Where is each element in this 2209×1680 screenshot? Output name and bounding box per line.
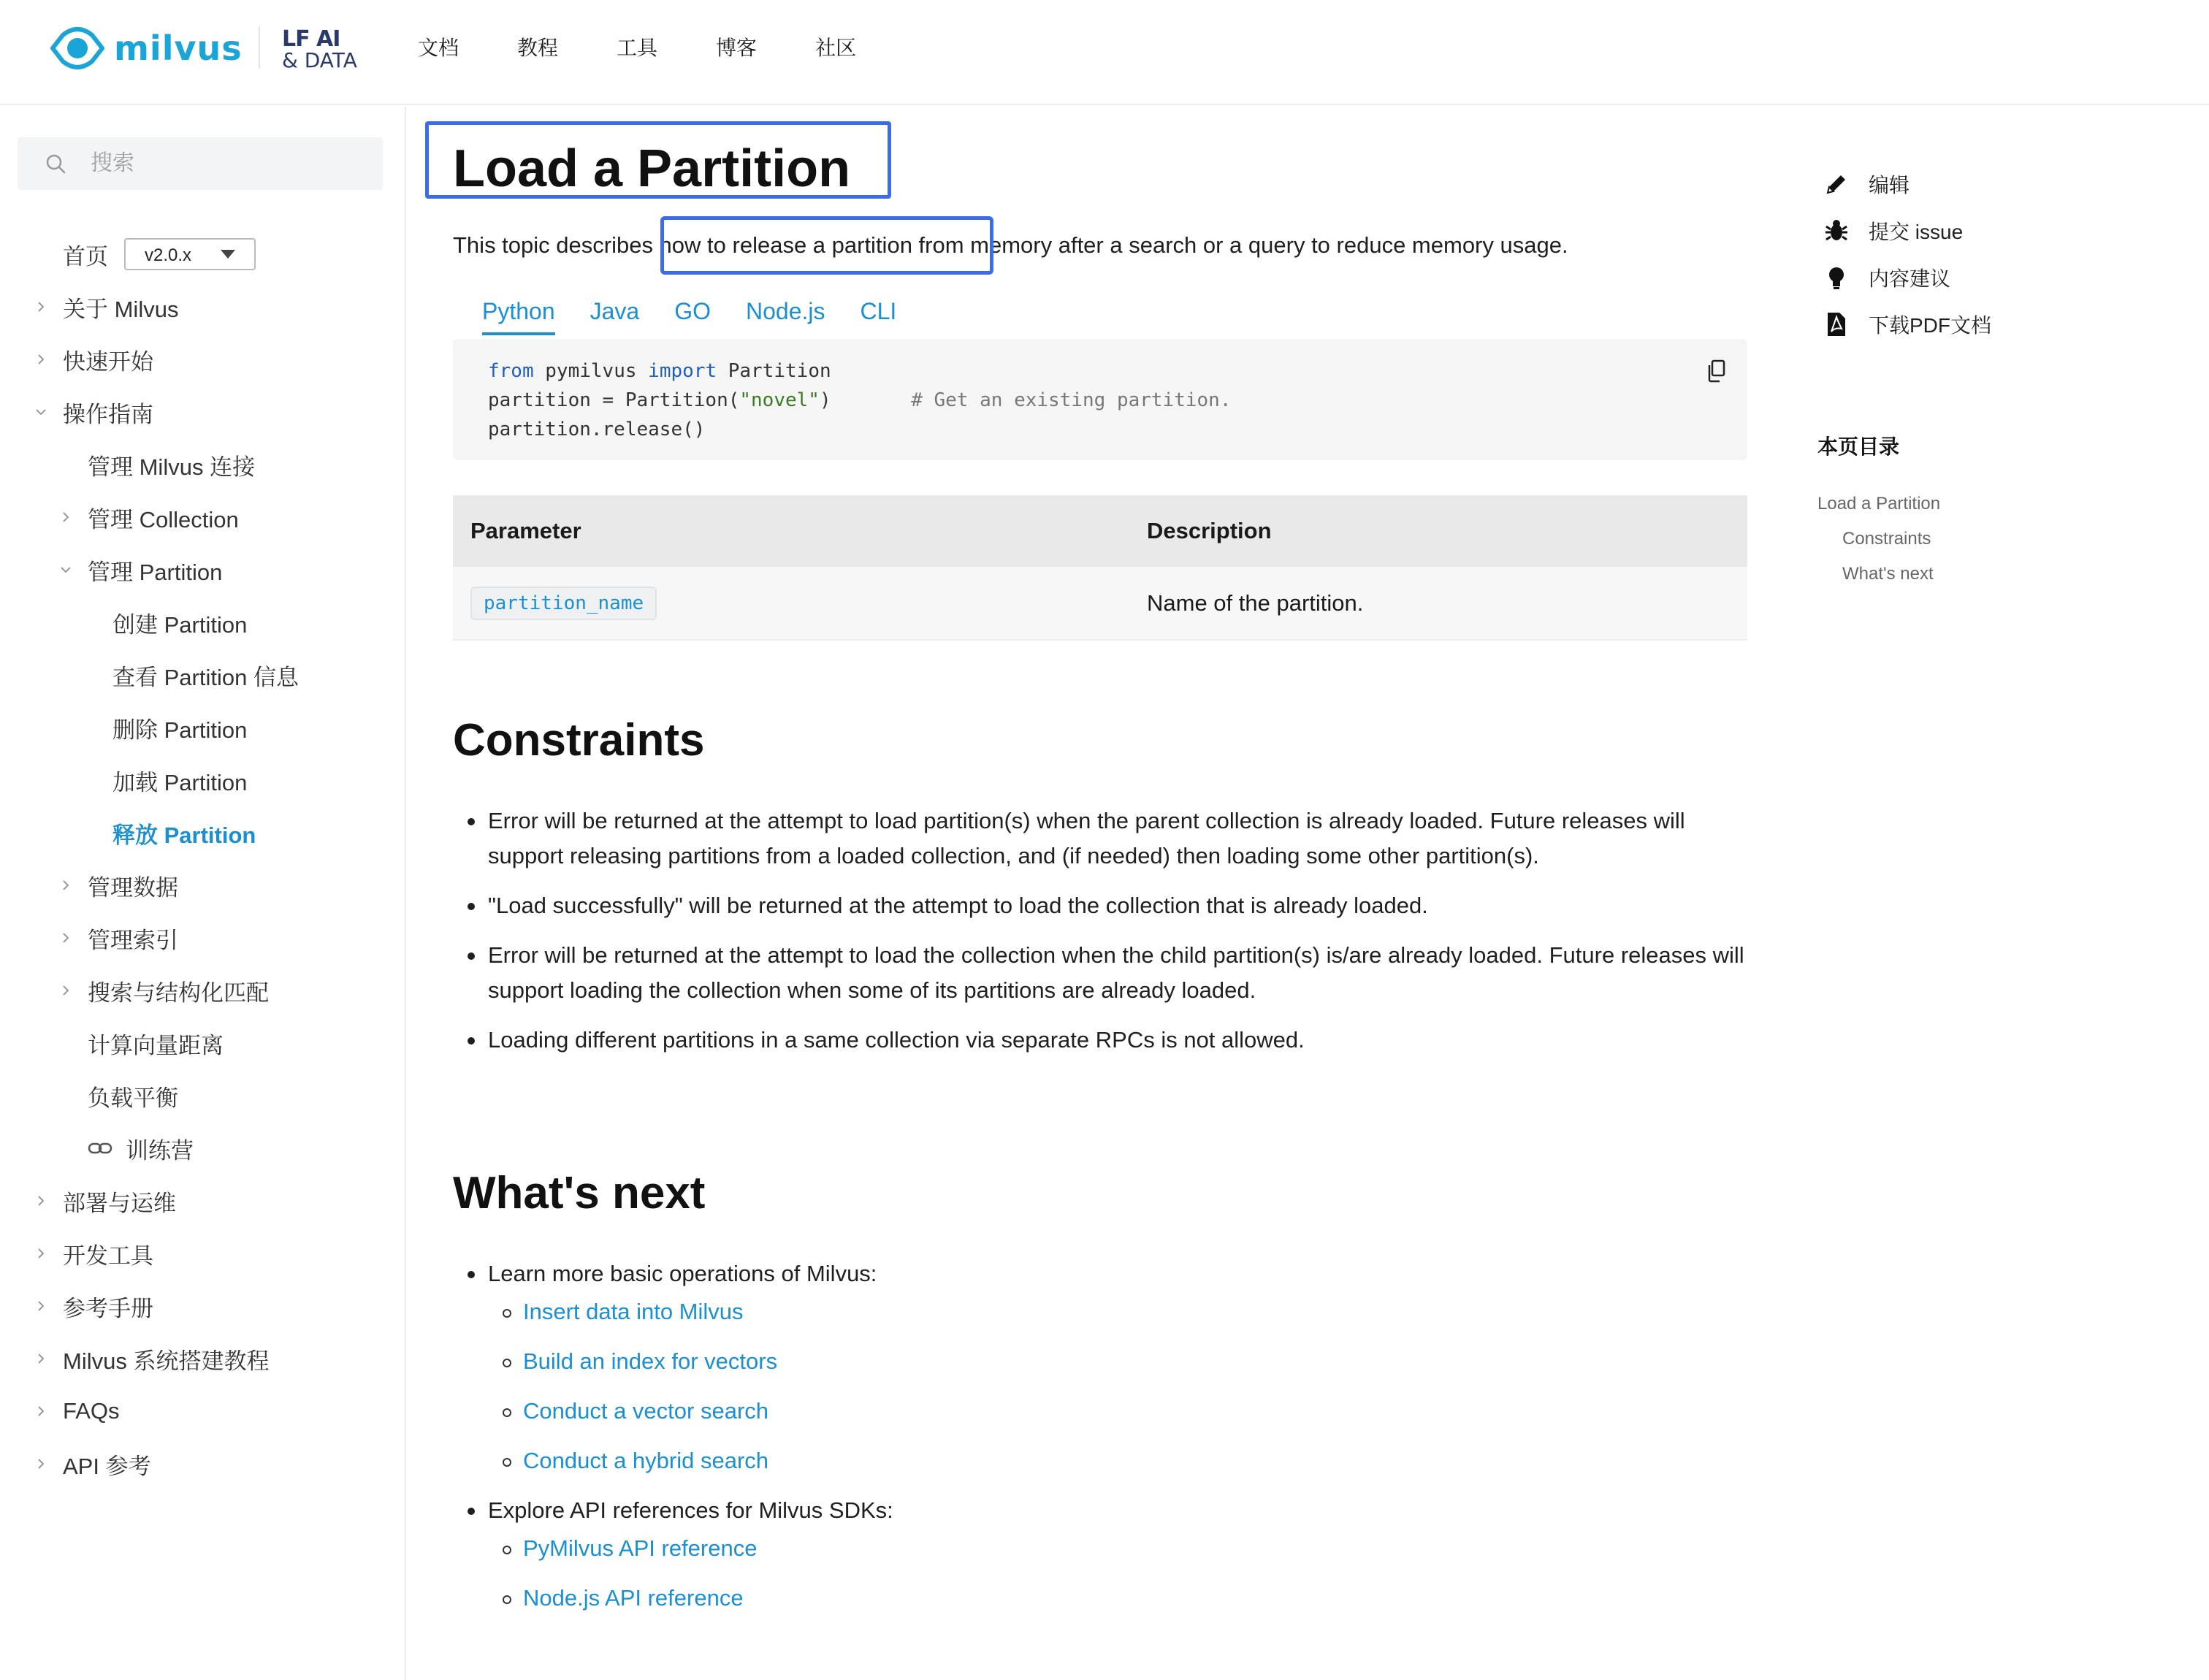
- table-header-row: [453, 495, 1747, 567]
- pencil-icon: [1823, 171, 1850, 197]
- pdf-file-icon: [1823, 311, 1850, 337]
- sidebar-item-label: 管理数据: [88, 874, 178, 901]
- chevron-right-icon: [34, 1246, 48, 1261]
- chevron-right-icon: [58, 510, 73, 524]
- link-insert-data[interactable]: Insert data into Milvus: [523, 1299, 744, 1324]
- sidebar-item-label: 操作指南: [63, 401, 153, 427]
- toc-item-constraints[interactable]: Constraints: [1842, 529, 1931, 549]
- toc-item-load-partition[interactable]: Load a Partition: [1817, 494, 1941, 513]
- sidebar: [0, 107, 406, 1680]
- code-comment: # Get an existing partition.: [911, 389, 1232, 411]
- code-token: partition.release(): [488, 419, 706, 440]
- nav-tutorials[interactable]: 教程: [517, 37, 559, 59]
- sub-list: [488, 1531, 1747, 1616]
- chevron-right-icon: [34, 1351, 48, 1366]
- sidebar-item-label: API 参考: [63, 1453, 151, 1479]
- parameter-table: [453, 495, 1747, 641]
- version-value: v2.0.x: [145, 245, 192, 265]
- sidebar-item-label: Milvus 系统搭建教程: [63, 1348, 270, 1374]
- edit-label: 编辑: [1869, 174, 1910, 196]
- nav-docs[interactable]: 文档: [418, 37, 459, 59]
- partner-logo-line2: & DATA: [282, 48, 357, 72]
- sidebar-item-label: 加载 Partition: [112, 769, 248, 795]
- title-highlight-box: [425, 121, 891, 199]
- sidebar-item-load-balance[interactable]: [88, 1074, 178, 1118]
- nav-blog[interactable]: 博客: [716, 37, 758, 59]
- sub-list-item: [488, 1443, 1747, 1478]
- nav-community[interactable]: 社区: [815, 37, 857, 59]
- sidebar-item-deploy[interactable]: [63, 1179, 176, 1223]
- intro-text: This topic describes how to release a partition from memory after a search or a query to reduce memory usage.: [453, 232, 1568, 258]
- sidebar-item-about[interactable]: [63, 285, 178, 329]
- sidebar-item-label: 搜索与结构化匹配: [88, 980, 269, 1006]
- intro-highlight-box: [660, 216, 993, 275]
- chevron-down-icon: [58, 562, 73, 577]
- sidebar-item-label: 管理 Collection: [88, 506, 239, 532]
- sidebar-item-label: 计算向量距离: [88, 1032, 224, 1058]
- sidebar-item-label: 快速开始: [63, 348, 153, 375]
- sidebar-item-release-partition[interactable]: [112, 811, 256, 855]
- list-item: Error will be returned at the attempt to load the collection when the child partition(s) is/are already loaded. Future releases will support loading the collection when some of its partitions are already loaded.: [453, 938, 1747, 1008]
- sub-list-item: [488, 1294, 1747, 1329]
- sidebar-item-label: 参考手册: [63, 1295, 153, 1321]
- link-nodejs-api[interactable]: Node.js API reference: [523, 1585, 744, 1611]
- partner-logo-line1: LF AI: [282, 26, 340, 52]
- sidebar-item-calc-distance[interactable]: [88, 1021, 224, 1065]
- table-header-description: Description: [1129, 495, 1747, 567]
- edit-link[interactable]: [1823, 169, 1909, 199]
- table-row: [453, 567, 1747, 640]
- constraints-list: [453, 803, 1747, 1072]
- sidebar-item-manage-collection[interactable]: [88, 495, 239, 539]
- logo-divider: [259, 26, 260, 69]
- chevron-down-icon: [34, 405, 48, 419]
- sidebar-item-manage-index[interactable]: [88, 916, 178, 960]
- list-item: Loading different partitions in a same collection via separate RPCs is not allowed.: [453, 1023, 1747, 1058]
- search-input[interactable]: [91, 137, 368, 190]
- milvus-logo[interactable]: [50, 20, 243, 76]
- submit-issue-link[interactable]: [1823, 216, 1963, 245]
- tab-nodejs[interactable]: Node.js: [746, 298, 825, 324]
- link-build-index[interactable]: Build an index for vectors: [523, 1348, 778, 1374]
- tab-cli[interactable]: CLI: [860, 298, 897, 324]
- sub-list-item: [488, 1581, 1747, 1616]
- toc-title: 本页目录: [1817, 435, 1900, 458]
- list-item-text: Explore API references for Milvus SDKs:: [488, 1497, 893, 1523]
- sidebar-item-create-partition[interactable]: [112, 600, 247, 644]
- code-keyword: from: [488, 360, 534, 382]
- list-item: [453, 1493, 1747, 1616]
- nav-tools[interactable]: 工具: [617, 37, 658, 59]
- code-block: [453, 339, 1747, 460]
- list-item: "Load successfully" will be returned at the attempt to load the collection that is already loaded.: [453, 888, 1747, 923]
- sidebar-item-label: 开发工具: [63, 1242, 153, 1269]
- table-cell-param: [453, 567, 1129, 640]
- sidebar-item-label: 删除 Partition: [112, 717, 248, 743]
- link-vector-search[interactable]: Conduct a vector search: [523, 1398, 769, 1424]
- sidebar-item-check-partition[interactable]: [112, 653, 299, 697]
- sidebar-item-reference[interactable]: [63, 1284, 153, 1328]
- list-item: [453, 1256, 1747, 1478]
- sidebar-item-manage-data[interactable]: [88, 863, 178, 907]
- code-string: "novel": [739, 389, 820, 411]
- sidebar-item-label: 创建 Partition: [112, 611, 248, 638]
- chevron-right-icon: [34, 299, 48, 314]
- code-token: Partition: [717, 360, 831, 382]
- top-header: [0, 0, 2209, 105]
- sidebar-item-quickstart[interactable]: [63, 337, 153, 381]
- link-hybrid-search[interactable]: Conduct a hybrid search: [523, 1448, 769, 1473]
- sidebar-home[interactable]: [63, 232, 108, 276]
- link-pymilvus-api[interactable]: PyMilvus API reference: [523, 1535, 758, 1561]
- sub-list: [488, 1294, 1747, 1478]
- sidebar-item-manage-connection[interactable]: [88, 443, 255, 486]
- chevron-right-icon: [58, 878, 73, 893]
- sidebar-item-system-tutorials[interactable]: [63, 1337, 269, 1381]
- caret-down-icon: [221, 250, 235, 259]
- search-icon: [45, 153, 66, 174]
- download-pdf-link[interactable]: [1823, 310, 1991, 339]
- list-item: Error will be returned at the attempt to load partition(s) when the parent collection is already loaded. Future releases will support releasing partitions from a loaded collection, and (if needed) then loading some other partition(s).: [453, 803, 1747, 874]
- lightbulb-icon: [1823, 264, 1850, 291]
- chevron-right-icon: [58, 983, 73, 998]
- whats-next-list: [453, 1256, 1747, 1630]
- search-box[interactable]: [18, 137, 383, 190]
- sub-list-item: [488, 1394, 1747, 1429]
- milvus-eye-icon: [50, 25, 105, 72]
- tab-java[interactable]: Java: [590, 298, 640, 324]
- sidebar-item-label: 查看 Partition 信息: [112, 664, 299, 690]
- content-suggestion-label: 内容建议: [1869, 267, 1951, 290]
- brand-name: milvus: [114, 28, 243, 68]
- constraints-heading: Constraints: [453, 715, 705, 765]
- tab-python[interactable]: Python: [482, 298, 555, 335]
- copy-icon[interactable]: [1706, 359, 1727, 383]
- submit-issue-label: 提交 issue: [1869, 221, 1964, 243]
- sidebar-home-label: 首页: [63, 243, 108, 270]
- sidebar-item-label: 关于 Milvus: [63, 296, 179, 322]
- code-text: [488, 356, 1231, 444]
- sidebar-item-label: 管理 Milvus 连接: [88, 454, 256, 480]
- content-suggestion-link[interactable]: [1823, 263, 1950, 292]
- chevron-right-icon: [58, 931, 73, 945]
- sub-list-item: [488, 1531, 1747, 1566]
- page-title: Load a Partition: [453, 140, 851, 198]
- sidebar-item-api-reference[interactable]: [63, 1442, 151, 1486]
- chevron-right-icon: [34, 1404, 48, 1419]
- list-item-text: Learn more basic operations of Milvus:: [488, 1261, 877, 1286]
- sidebar-item-bootcamp[interactable]: [88, 1126, 194, 1170]
- sidebar-item-guides[interactable]: [63, 390, 153, 434]
- sidebar-item-dev-tools[interactable]: [63, 1232, 153, 1275]
- sidebar-item-label: 释放 Partition: [112, 822, 256, 848]
- chevron-right-icon: [34, 1456, 48, 1471]
- code-language-tabs: [482, 298, 931, 335]
- code-keyword: import: [648, 360, 717, 382]
- sidebar-item-label: 训练营: [126, 1137, 194, 1164]
- code-token: pymilvus: [533, 360, 649, 382]
- sidebar-item-label: 管理 Partition: [88, 559, 223, 585]
- chevron-right-icon: [34, 1194, 48, 1208]
- toc-item-whats-next[interactable]: What's next: [1842, 564, 1934, 584]
- whats-next-heading: What's next: [453, 1168, 706, 1218]
- sub-list-item: [488, 1344, 1747, 1379]
- sidebar-item-label: FAQs: [63, 1398, 120, 1424]
- table-cell-desc: Name of the partition.: [1129, 567, 1747, 640]
- sidebar-item-load-partition[interactable]: [112, 758, 247, 802]
- chevron-right-icon: [34, 1299, 48, 1313]
- sidebar-item-label: 管理索引: [88, 927, 178, 953]
- sidebar-item-search-query[interactable]: [88, 969, 269, 1012]
- download-pdf-label: 下载PDF文档: [1869, 314, 1992, 337]
- sidebar-item-label: 负载平衡: [88, 1085, 178, 1111]
- bug-icon: [1823, 218, 1850, 244]
- lf-ai-data-logo[interactable]: [282, 26, 364, 70]
- sidebar-item-manage-partition[interactable]: [88, 548, 222, 592]
- main-nav: [418, 32, 915, 64]
- code-token: ): [819, 389, 831, 411]
- version-select[interactable]: [124, 238, 256, 270]
- sidebar-item-faqs[interactable]: [63, 1389, 120, 1433]
- param-code: partition_name: [470, 587, 657, 620]
- chevron-right-icon: [34, 352, 48, 367]
- table-header-parameter: Parameter: [453, 495, 1129, 567]
- link-icon: [88, 1141, 112, 1156]
- code-token: partition = Partition(: [488, 389, 740, 411]
- tab-go[interactable]: GO: [674, 298, 711, 324]
- sidebar-item-drop-partition[interactable]: [112, 706, 247, 749]
- sidebar-item-label: 部署与运维: [63, 1190, 176, 1216]
